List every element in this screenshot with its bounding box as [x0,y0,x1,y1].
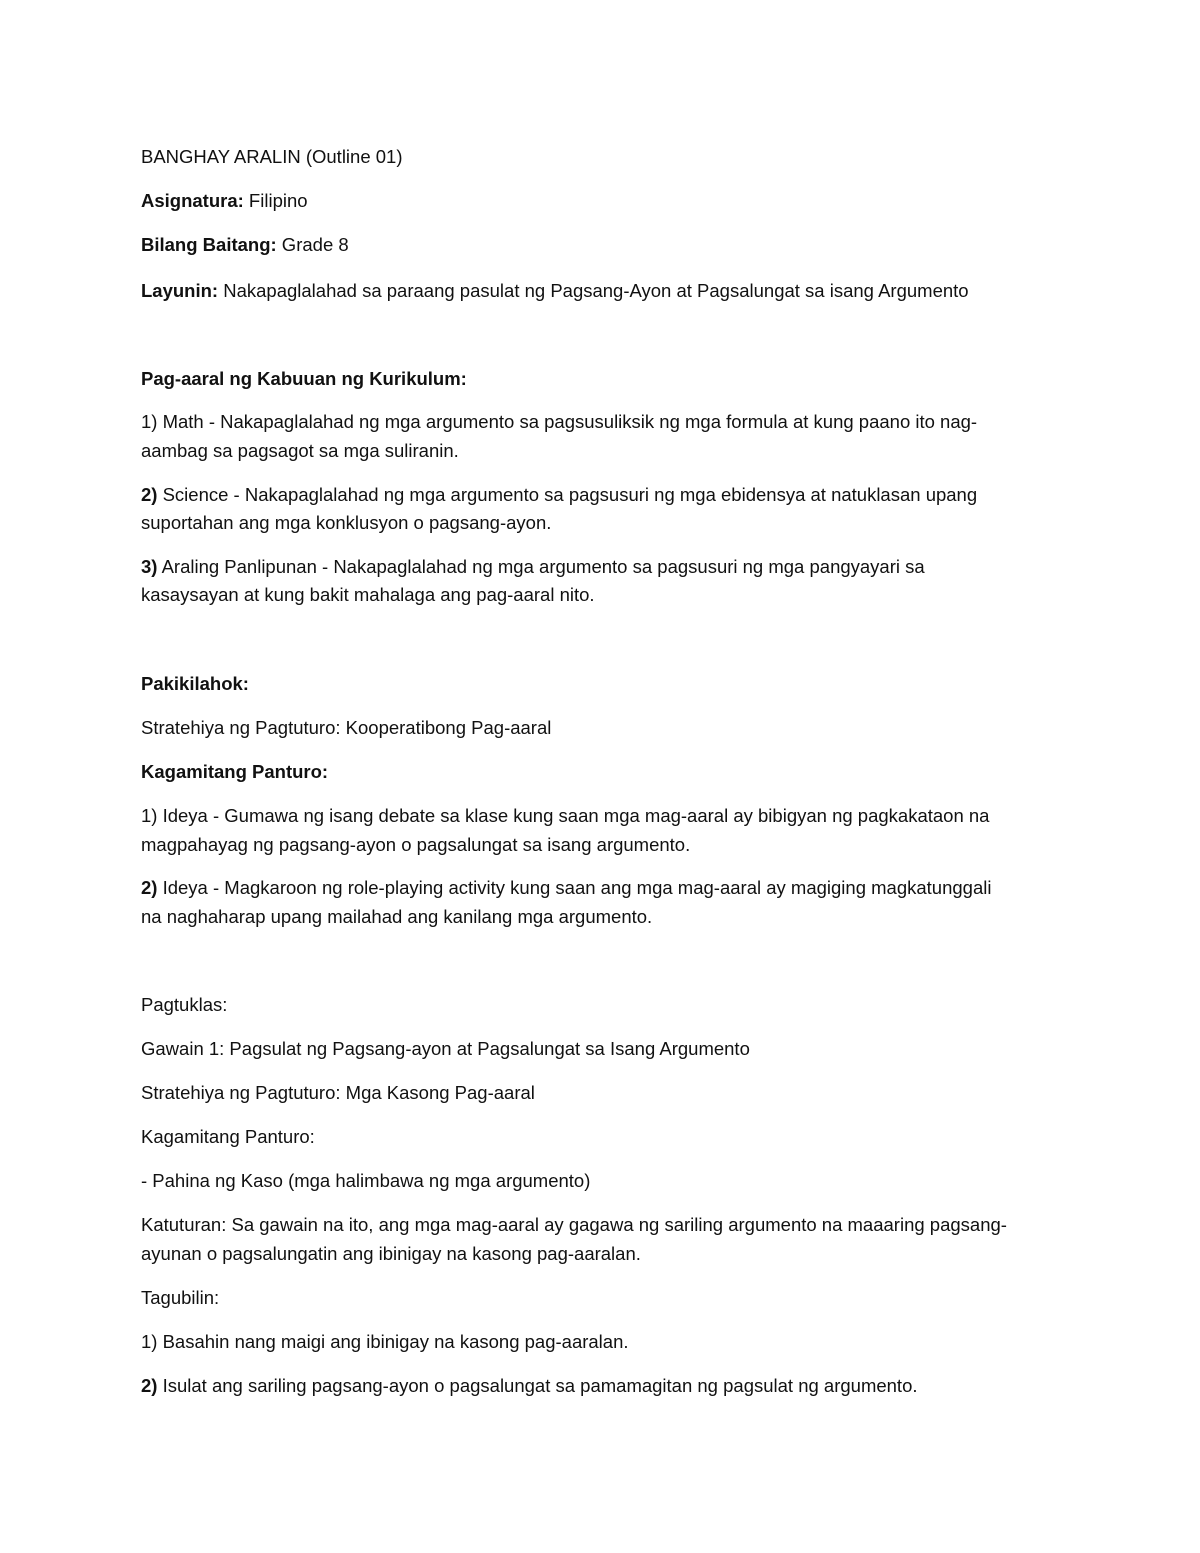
layunin-line [141,276,1081,305]
tagubilin-item-1-num: 1) [141,1331,158,1352]
pakikilahok-heading [141,669,1081,698]
tagubilin-item-1-text: Basahin nang maigi ang ibinigay na kasong pag-aaralan. [157,1331,629,1352]
kurikulum-item-2-line1 [141,480,1081,509]
pakikilahok-item-2-num: 2) [141,877,158,898]
kurikulum-heading-text: Pag-aaral ng Kabuuan ng Kurikulum: [141,368,467,389]
pakikilahok-kagamitan-heading-text: Kagamitang Panturo: [141,761,329,782]
pakikilahok-heading-text: Pakikilahok: [141,673,249,694]
pagtuklas-stratehiya: Stratehiya ng Pagtuturo: Mga Kasong Pag-aaral [141,1082,535,1103]
bilang-baitang-value: Grade 8 [276,234,349,255]
kurikulum-item-3-line2: kasaysayan at kung bakit mahalaga ang pag-aaral nito. [141,584,595,605]
kurikulum-item-3-text: Araling Panlipunan - Nakapaglalahad ng mga argumento sa pagsusuri ng mga pangyayari sa [157,556,925,577]
pagtuklas-heading: Pagtuklas: [141,994,228,1015]
tagubilin-item-2-text: Isulat ang sariling pagsang-ayon o pagsalungat sa pamamagitan ng pagsulat ng argumento. [157,1375,918,1396]
pagtuklas-katuturan-line1: Katuturan: Sa gawain na ito, ang mga mag-aaral ay gagawa ng sariling argumento na maaaring pagsang- [141,1214,1007,1235]
tagubilin-item-2-num: 2) [141,1375,158,1396]
pakikilahok-kagamitan-heading [141,757,1081,786]
pagtuklas-gawain: Gawain 1: Pagsulat ng Pagsang-ayon at Pagsalungat sa Isang Argumento [141,1038,750,1059]
pakikilahok-stratehiya: Stratehiya ng Pagtuturo: Kooperatibong Pag-aaral [141,717,552,738]
bilang-baitang-line [141,230,1081,259]
kurikulum-item-3-num: 3) [141,556,158,577]
pakikilahok-item-1-line1 [141,801,1081,830]
pagtuklas-katuturan-line2: ayunan o pagsalungatin ang ibinigay na kasong pag-aaralan. [141,1243,641,1264]
kurikulum-item-1-line2: aambag sa pagsagot sa mga suliranin. [141,440,459,461]
asignatura-line [141,186,1081,215]
asignatura-value: Filipino [243,190,308,211]
kurikulum-item-2-num: 2) [141,484,158,505]
pakikilahok-item-2-text: Ideya - Magkaroon ng role-playing activity kung saan ang mga mag-aaral ay magiging magkatunggali [157,877,992,898]
pakikilahok-item-2-line1 [141,873,1081,902]
kurikulum-item-2-line2: suportahan ang mga konklusyon o pagsang-ayon. [141,512,552,533]
document-title: BANGHAY ARALIN (Outline 01) [141,146,403,167]
pakikilahok-item-1-line2: magpahayag ng pagsang-ayon o pagsalungat sa isang argumento. [141,834,691,855]
pagtuklas-tagubilin-heading: Tagubilin: [141,1287,220,1308]
kurikulum-item-1-num: 1) [141,411,158,432]
kurikulum-heading [141,364,1081,393]
bilang-baitang-label: Bilang Baitang: [141,234,277,255]
pakikilahok-item-1-num: 1) [141,805,158,826]
pakikilahok-item-2-line2: na naghaharap upang mailahad ang kanilang mga argumento. [141,906,653,927]
asignatura-label: Asignatura: [141,190,244,211]
layunin-label: Layunin: [141,280,219,301]
tagubilin-item-1 [141,1327,1081,1356]
kurikulum-item-1-line1 [141,407,1081,436]
kurikulum-item-1-text: Math - Nakapaglalahad ng mga argumento sa pagsusuliksik ng mga formula at kung paano ito nag- [157,411,978,432]
tagubilin-item-2 [141,1371,1081,1400]
pakikilahok-item-1-text: Ideya - Gumawa ng isang debate sa klase kung saan mga mag-aaral ay bibigyan ng pagkakataon na [157,805,990,826]
kurikulum-item-3-line1 [141,552,1081,581]
pagtuklas-kagamitan-heading: Kagamitang Panturo: [141,1126,315,1147]
layunin-value: Nakapaglalahad sa paraang pasulat ng Pagsang-Ayon at Pagsalungat sa isang Argumento [218,280,969,301]
kurikulum-item-2-text: Science - Nakapaglalahad ng mga argumento sa pagsusuri ng mga ebidensya at natuklasan upang [157,484,978,505]
pagtuklas-kagamitan-item: - Pahina ng Kaso (mga halimbawa ng mga argumento) [141,1170,591,1191]
